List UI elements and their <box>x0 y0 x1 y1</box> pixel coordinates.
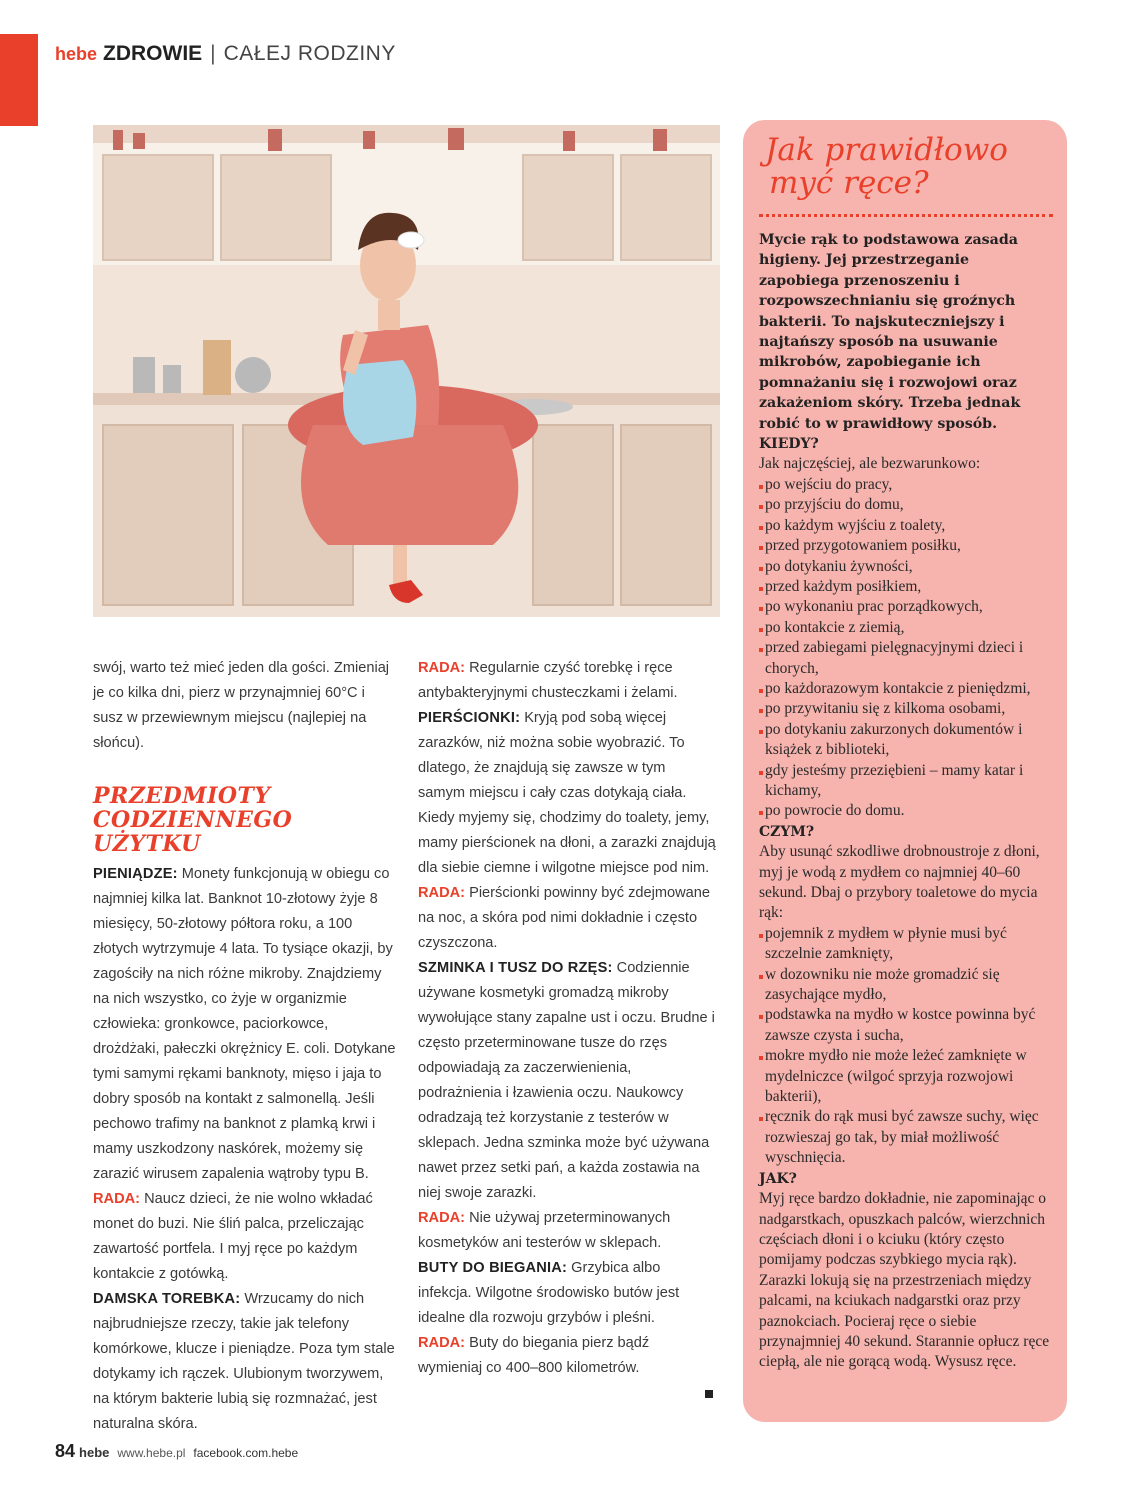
article-end-mark <box>705 1390 713 1398</box>
paragraph-rada-4 <box>418 1206 716 1256</box>
text-rada-4: Nie używaj przeterminowanych kosmetyków ani testerów w sklepach. <box>418 1210 671 1251</box>
subhead-rada: RADA: <box>93 1191 141 1207</box>
subhead-rada: RADA: <box>418 885 466 901</box>
sidebar-jak-text: Myj ręce bardzo dokładnie, nie zapominając o nadgarstkach, opuszkach palców, wierzchnich częściach dłoni i o kciuku (który często pomijamy podczas szybkiego mycia rąk). Zarazki lokują się na przestrzeniach między palcami, na kciukach nadgarstki oraz przy paznokciach. Pocieraj ręce o siebie przynajmniej 40 sekund. Starannie opłucz ręce ciepłą, ale nie gorącą wodą. Wysusz ręce. <box>759 1190 1050 1371</box>
text-pieniadze: Monety funkcjonują w obiegu co najmniej kilka lat. Banknot 10-złotowy żyje 8 miesięcy, 50-złotowy półtora roku, a 100 złotych wytrzymuje 4 lata. To tysiące okazji, by zagościły na nich różne mikroby. Znajdziemy na nich wszystko, co żyje w organizmie człowieka: gronkowce, paciorkowce, drożdżaki, pałeczki okrężnicy E. coli. Dotykane tymi samymi rękami banknoty, mięso i jaja to dobry sposób na kontakt z salmonellą. Jeśli pechowo trafimy na banknot z plamką krwi i mamy uszkodzony naskórek, możemy się zarazić wirusem zapalenia wątroby typu B. <box>93 866 396 1182</box>
sidebar-subhead-czym: CZYM? <box>759 823 815 840</box>
subhead-rada: RADA: <box>418 1210 466 1226</box>
list-item: po kontakcie z ziemią, <box>759 618 1051 638</box>
paragraph-torebka <box>93 1287 398 1437</box>
paragraph-szminka <box>418 956 716 1206</box>
sidebar-dotted-divider <box>759 214 1053 217</box>
subhead-rada: RADA: <box>418 1335 466 1351</box>
text-rada-1: Naucz dzieci, że nie wolno wkładać monet do buzi. Nie śliń palca, przeliczając zawartość portfela. I myj ręce po każdym kontakcie z gotówką. <box>93 1191 373 1282</box>
list-item: po dotykaniu zakurzonych dokumentów i książek z biblioteki, <box>759 720 1051 761</box>
subhead-rada: RADA: <box>418 660 466 676</box>
section-title-line1: PRZEDMIOTY <box>93 783 271 809</box>
text-rada-5: Buty do biegania pierz bądź wymieniaj co 400–800 kilometrów. <box>418 1335 650 1376</box>
sidebar-title <box>765 134 1008 200</box>
paragraph-pierscionki <box>418 706 716 881</box>
list-item: po każdorazowym kontakcie z pieniędzmi, <box>759 679 1051 699</box>
list-item: podstawka na mydło w kostce powinna być zawsze czysta i sucha, <box>759 1005 1051 1046</box>
sidebar-kiedy-list <box>759 475 1051 822</box>
subhead-pieniadze: PIENIĄDZE: <box>93 866 178 882</box>
text-torebka: Wrzucamy do nich najbrudniejsze rzeczy, takie jak telefony komórkowe, klucze i pieniądze. Poza tym stale dotykamy ich rączek. Ulubionym tworzywem, na którym bakterie lubią się rozmnażać, jest naturalna skóra. <box>93 1291 395 1432</box>
text-buty: Grzybica albo infekcja. Wilgotne środowisko butów jest idealne dla rozwoju grzybów i pleśni. <box>418 1260 680 1326</box>
text-pierscionki: Kryją pod sobą więcej zarazków, niż można sobie wyobrazić. To dlatego, że znajdują się zawsze w tym samym miejscu i cały czas dotykają ciała. Kiedy myjemy się, chodzimy do toalety, jemy, mamy pierścionek na dłoni, a zarazki znajdują dla siebie ciemne i wilgotne miejsce pod nim. <box>418 710 716 876</box>
list-item: po przyjściu do domu, <box>759 495 1051 515</box>
sidebar-title-line2: myć ręce? <box>769 165 929 201</box>
footer-website-link[interactable]: www.hebe.pl <box>117 1446 186 1460</box>
list-item: pojemnik z mydłem w płynie musi być szczelnie zamknięty, <box>759 924 1051 965</box>
intro-paragraph: swój, warto też mieć jeden dla gości. Zmieniaj je co kilka dni, pierz w przynajmniej 60°C i susz w przewiewnym miejscu (najlepiej na słońcu). <box>93 660 390 751</box>
article-column-2 <box>418 656 716 1381</box>
sidebar-box <box>743 120 1067 1422</box>
article-photo <box>93 125 720 617</box>
list-item: po powrocie do domu. <box>759 801 1051 821</box>
sidebar-subhead-kiedy: KIEDY? <box>759 436 819 453</box>
list-item: po dotykaniu żywności, <box>759 557 1051 577</box>
text-rada-3: Pierścionki powinny być zdejmowane na noc, a skóra pod nimi dokładnie i często czyszczona. <box>418 885 710 951</box>
section-title-line2: CODZIENNEGO UŻYTKU <box>93 807 293 857</box>
list-item: po wejściu do pracy, <box>759 475 1051 495</box>
sidebar-title-line1: Jak prawidłowo <box>765 132 1008 168</box>
paragraph-rada-3 <box>418 881 716 956</box>
list-item: mokre mydło nie może leżeć zamknięte w mydelniczce (wilgoć sprzyja rozwojowi bakterii), <box>759 1046 1051 1107</box>
sidebar-body <box>759 230 1051 1373</box>
sidebar-czym-list <box>759 924 1051 1169</box>
page-footer <box>55 1441 298 1462</box>
paragraph-rada-2 <box>418 656 716 706</box>
subhead-pierscionki: PIERŚCIONKI: <box>418 710 521 726</box>
list-item: po wykonaniu prac porządkowych, <box>759 597 1051 617</box>
subhead-szminka: SZMINKA I TUSZ DO RZĘS: <box>418 960 613 976</box>
sidebar-kiedy-intro: Jak najczęściej, ale bezwarunkowo: <box>759 455 981 473</box>
list-item: przed zabiegami pielęgnacyjnymi dzieci i chorych, <box>759 638 1051 679</box>
list-item: przed każdym posiłkiem, <box>759 577 1051 597</box>
list-item: ręcznik do rąk musi być zawsze suchy, więc rozwieszaj go tak, by miał możliwość wyschnięcia. <box>759 1107 1051 1168</box>
sidebar-subhead-jak: JAK? <box>759 1170 797 1187</box>
subhead-buty: BUTY DO BIEGANIA: <box>418 1260 568 1276</box>
list-item: w dozowniku nie może gromadzić się zasychające mydło, <box>759 965 1051 1006</box>
kitchen-woman-illustration <box>93 125 720 617</box>
header-separator: | <box>210 42 216 65</box>
header-section: ZDROWIE <box>103 42 203 65</box>
sidebar-czym-intro: Aby usunąć szkodliwe drobnoustroje z dłoni, myj je wodą z mydłem co najmniej 40–60 sekund. Dbaj o przybory toaletowe do mycia rąk: <box>759 843 1040 922</box>
subhead-torebka: DAMSKA TOREBKA: <box>93 1291 241 1307</box>
text-rada-2: Regularnie czyść torebkę i ręce antybakteryjnymi chusteczkami i żelami. <box>418 660 678 701</box>
article-column-1 <box>93 656 398 1437</box>
section-title <box>93 784 398 856</box>
text-szminka: Codziennie używane kosmetyki gromadzą mikroby wywołujące stany zapalne ust i oczu. Brudne i często przeterminowane tusze do rzęs odpowiadają za zaczerwienienia, podrażnienia i łzawienia oczu. Naukowcy odradzają też korzystanie z testerów w sklepach. Jedna szminka może być używana nawet przez setki pań, a każda zostawia na niej swoje zarazki. <box>418 960 715 1201</box>
sidebar-lead: Mycie rąk to podstawowa zasada higieny. Jej przestrzeganie zapobiega przenoszeniu i rozpowszechnianiu się groźnych bakterii. To najskuteczniejszy i najtańszy sposób na usuwanie mikrobów, zapobieganie ich pomnażaniu się i rozwojowi oraz zakażeniom skóry. Trzeba jednak robić to w prawidłowy sposób. <box>759 232 1021 432</box>
list-item: przed przygotowaniem posiłku, <box>759 536 1051 556</box>
page-number: 84 <box>55 1441 76 1461</box>
list-item: po przywitaniu się z kilkoma osobami, <box>759 699 1051 719</box>
paragraph-rada-1 <box>93 1187 398 1287</box>
section-color-tab <box>0 34 38 126</box>
footer-brand: hebe <box>79 1445 110 1460</box>
list-item: gdy jesteśmy przeziębieni – mamy katar i kichamy, <box>759 761 1051 802</box>
header-subsection: CAŁEJ RODZINY <box>223 42 396 65</box>
paragraph-pieniadze <box>93 862 398 1187</box>
paragraph-rada-5 <box>418 1331 716 1381</box>
header-brand: hebe <box>55 44 98 64</box>
page-header <box>55 42 396 66</box>
footer-facebook-link[interactable]: facebook.com.hebe <box>193 1446 299 1460</box>
paragraph-buty <box>418 1256 716 1331</box>
list-item: po każdym wyjściu z toalety, <box>759 516 1051 536</box>
